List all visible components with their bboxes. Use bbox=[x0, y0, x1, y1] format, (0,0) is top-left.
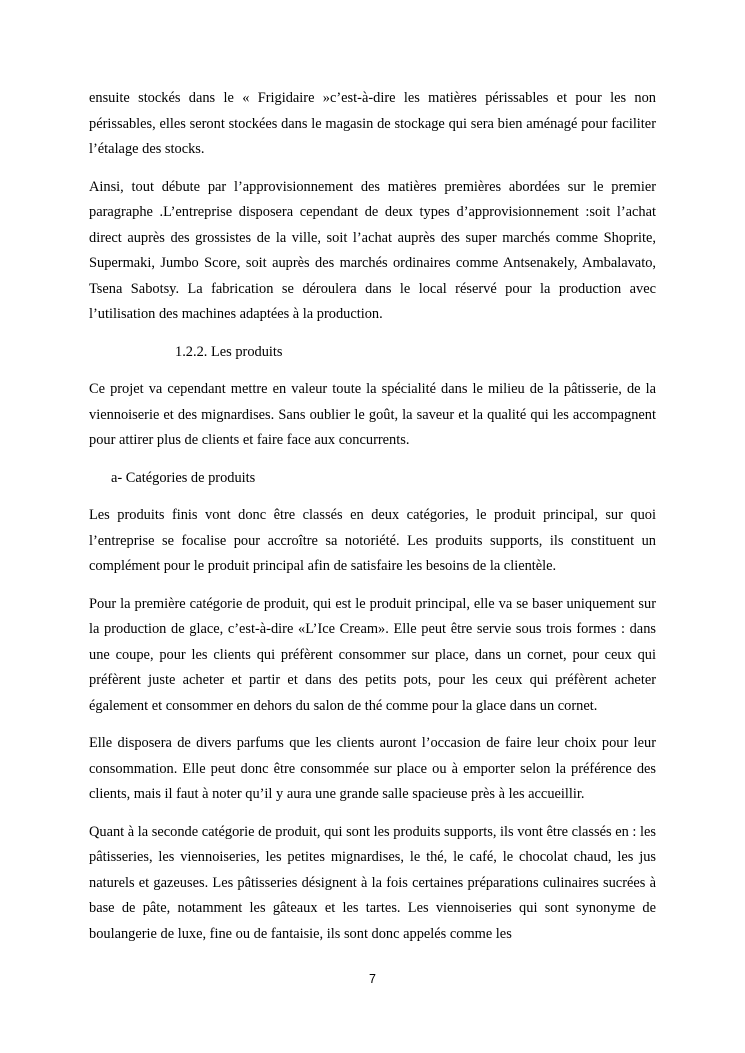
paragraph-stockage: ensuite stockés dans le « Frigidaire »c’est-à-dire les matières périssables et pour les non périssables, elles seront stockées dans le magasin de stockage qui sera bien aménagé pour faciliter l’étalage des stocks. bbox=[89, 90, 656, 157]
page-number: 7 bbox=[369, 972, 376, 986]
subsection-heading: a- Catégories de produits bbox=[111, 469, 256, 486]
paragraph-produits-supports: Quant à la seconde catégorie de produit, qui sont les produits supports, ils vont être classés en : les pâtisseries, les viennoiseries, les petites mignardises, le thé, le café, le chocolat chaud, les jus naturels et gazeuses. Les pâtisseries désignent à la fois certaines préparations culinaires sucrées à base de pâte, notamment les gâteaux et les tartes. Les viennoiseries qui sont synonyme de boulangerie de luxe, fine ou de fantaisie, ils sont donc appelés comme les bbox=[89, 823, 656, 942]
paragraph-categories: Les produits finis vont donc être classés en deux catégories, le produit principal, sur quoi l’entreprise se focalise pour accroître sa notoriété. Les produits supports, ils constituent un complément pour le produit principal afin de satisfaire les besoins de la clientèle. bbox=[89, 507, 656, 574]
paragraph-produit-principal: Pour la première catégorie de produit, qui est le produit principal, elle va se baser uniquement sur la production de glace, c’est-à-dire «L’Ice Cream». Elle peut être servie sous trois formes : dans une coupe, pour les clients qui préfèrent consommer sur place, dans un cornet, pour ceux qui préfèrent juste acheter et partir et dans des petits pots, pour les ceux qui préfèrent acheter également et consommer en dehors du salon de thé comme pour la glace dans un cornet. bbox=[89, 595, 656, 714]
section-heading: 1.2.2. Les produits bbox=[175, 343, 283, 360]
body-text bbox=[89, 86, 656, 959]
paragraph-parfums: Elle disposera de divers parfums que les clients auront l’occasion de faire leur choix pour leur consommation. Elle peut donc être consommée sur place ou à emporter selon la préférence des clients, mais il faut à noter qu’il y aura une grande salle spacieuse près à les accueillir. bbox=[89, 735, 656, 802]
paragraph-projet: Ce projet va cependant mettre en valeur toute la spécialité dans le milieu de la pâtisserie, de la viennoiserie et des mignardises. Sans oublier le goût, la saveur et la qualité qui les accompagnent pour attirer plus de clients et faire face aux concurrents. bbox=[89, 381, 656, 448]
paragraph-approvisionnement: Ainsi, tout débute par l’approvisionnement des matières premières abordées sur le premier paragraphe .L’entreprise disposera cependant de deux types d’approvisionnement :soit l’achat direct auprès des grossistes de la ville, soit l’achat auprès des super marchés comme Shoprite, Supermaki, Jumbo Score, soit auprès des marchés ordinaires comme Antsenakely, Ambalavato, Tsena Sabotsy. La fabrication se déroulera dans le local réservé pour la production avec l’utilisation des machines adaptées à la production. bbox=[89, 178, 656, 322]
